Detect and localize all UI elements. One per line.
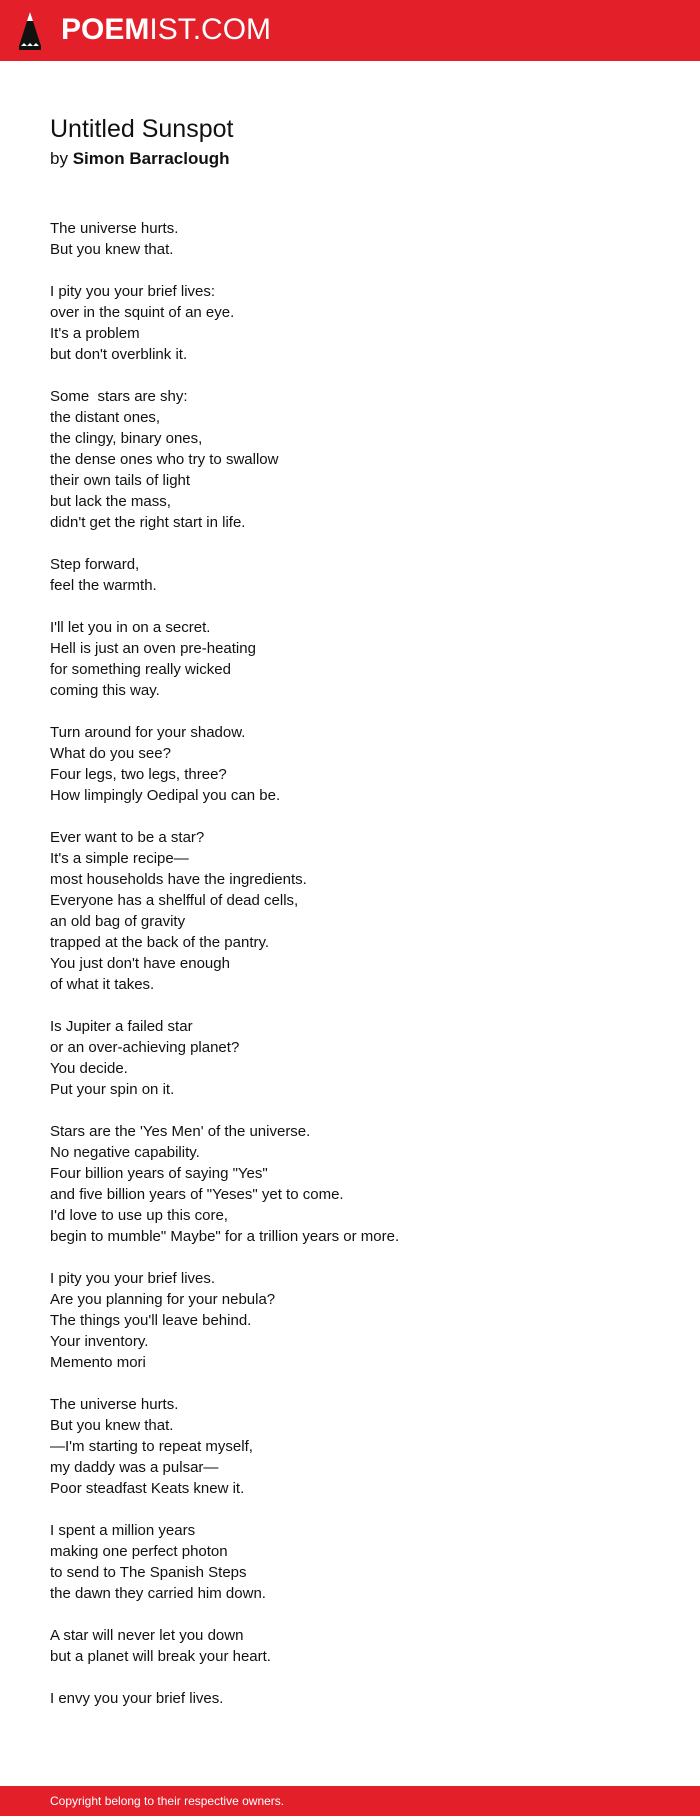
poem-stanza (50, 617, 670, 701)
poem-line: But you knew that. (50, 1417, 174, 1434)
poem-line: the distant ones, (50, 409, 161, 426)
poem-line: Some stars are shy: (50, 388, 188, 405)
poem-line: What do you see? (50, 745, 171, 762)
poem-line: over in the squint of an eye. (50, 304, 235, 321)
poem-line: Turn around for your shadow. (50, 724, 246, 741)
site-header (0, 0, 700, 61)
poem-line: But you knew that. (50, 241, 174, 258)
poem-line: my daddy was a pulsar— (50, 1459, 219, 1476)
poem-stanza (50, 1016, 670, 1100)
poem-line: The universe hurts. (50, 1396, 179, 1413)
poem-line: Poor steadfast Keats knew it. (50, 1480, 245, 1497)
poem-line: making one perfect photon (50, 1543, 228, 1560)
poem-line: the dense ones who try to swallow (50, 451, 279, 468)
poem-line: but a planet will break your heart. (50, 1648, 271, 1665)
poem-line: —I'm starting to repeat myself, (50, 1438, 253, 1455)
poem-line: or an over-achieving planet? (50, 1039, 240, 1056)
poem-stanza (50, 1688, 670, 1709)
poem-line: an old bag of gravity (50, 913, 186, 930)
copyright-notice: Copyright belong to their respective owners. (50, 1794, 285, 1808)
poem-stanza (50, 1625, 670, 1667)
poem-line: but lack the mass, (50, 493, 171, 510)
poem-line: I'd love to use up this core, (50, 1207, 228, 1224)
poem-stanza (50, 1520, 670, 1604)
site-logo[interactable] (61, 12, 271, 48)
poem-line: feel the warmth. (50, 577, 157, 594)
poem-line: Memento mori (50, 1354, 146, 1371)
poem-line: The things you'll leave behind. (50, 1312, 252, 1329)
poem-stanza (50, 281, 670, 365)
poem-line: didn't get the right start in life. (50, 514, 246, 531)
logo-bold-text: POEM (61, 13, 150, 46)
poem-line: coming this way. (50, 682, 160, 699)
poem-stanza (50, 386, 670, 533)
poem-line: to send to The Spanish Steps (50, 1564, 247, 1581)
poem-line: I'll let you in on a secret. (50, 619, 211, 636)
poem-line: No negative capability. (50, 1144, 200, 1161)
poem-line: I pity you your brief lives. (50, 1270, 216, 1287)
poem-line: begin to mumble" Maybe" for a trillion years or more. (50, 1228, 400, 1245)
poem-line: I envy you your brief lives. (50, 1690, 224, 1707)
poem-stanza (50, 1394, 670, 1499)
poem-stanza (50, 1268, 670, 1373)
poem-body (50, 218, 670, 1730)
poem-line: trapped at the back of the pantry. (50, 934, 270, 951)
poem-line: Four billion years of saying "Yes" (50, 1165, 268, 1182)
site-footer (0, 1786, 700, 1816)
poem-author: Simon Barraclough (72, 149, 230, 168)
poem-line: the dawn they carried him down. (50, 1585, 266, 1602)
poem-line: the clingy, binary ones, (50, 430, 203, 447)
logo-light-text: IST.COM (149, 13, 272, 46)
poem-line: A star will never let you down (50, 1627, 244, 1644)
poem-line: The universe hurts. (50, 220, 179, 237)
poem-line: most households have the ingredients. (50, 871, 307, 888)
poem-line: It's a simple recipe— (50, 850, 189, 867)
poem-line: Four legs, two legs, three? (50, 766, 227, 783)
poem-line: You decide. (50, 1060, 128, 1077)
pencil-tip-icon[interactable] (17, 10, 43, 52)
poem-line: Your inventory. (50, 1333, 149, 1350)
poem-line: Put your spin on it. (50, 1081, 175, 1098)
poem-stanza (50, 554, 670, 596)
poem-line: for something really wicked (50, 661, 231, 678)
poem-title: Untitled Sunspot (50, 115, 234, 143)
poem-line: and five billion years of "Yeses" yet to come. (50, 1186, 344, 1203)
poem-stanza (50, 218, 670, 260)
poem-line: their own tails of light (50, 472, 191, 489)
poem-line: It's a problem (50, 325, 140, 342)
poem-line: Is Jupiter a failed star (50, 1018, 193, 1035)
poem-line: Hell is just an oven pre-heating (50, 640, 256, 657)
poem-line: You just don't have enough (50, 955, 230, 972)
poem-line: I pity you your brief lives: (50, 283, 216, 300)
poem-line: Are you planning for your nebula? (50, 1291, 276, 1308)
poem-byline (50, 148, 230, 170)
poem-line: of what it takes. (50, 976, 155, 993)
poem-stanza (50, 827, 670, 995)
poem-line: How limpingly Oedipal you can be. (50, 787, 281, 804)
poem-line: I spent a million years (50, 1522, 196, 1539)
poem-line: Ever want to be a star? (50, 829, 205, 846)
poem-stanza (50, 722, 670, 806)
poem-line: Stars are the 'Yes Men' of the universe. (50, 1123, 311, 1140)
poem-line: Everyone has a shelfful of dead cells, (50, 892, 299, 909)
by-label: by (50, 149, 68, 168)
poem-line: Step forward, (50, 556, 140, 573)
poem-stanza (50, 1121, 670, 1247)
poem-line: but don't overblink it. (50, 346, 188, 363)
